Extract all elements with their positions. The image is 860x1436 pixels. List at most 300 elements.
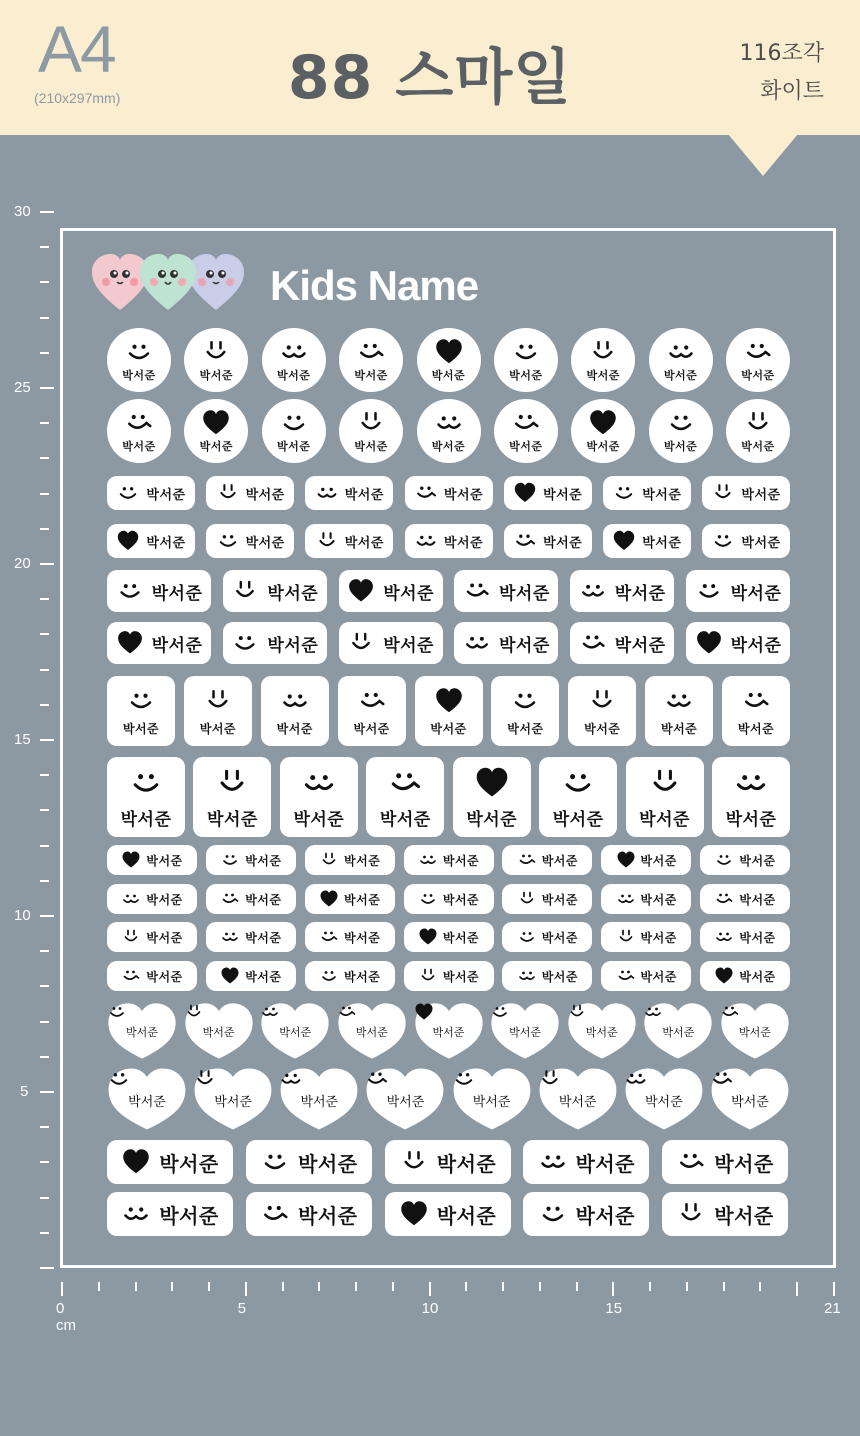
smile-face-icon: [231, 629, 259, 657]
wink-face-icon: [184, 1002, 204, 1022]
label-name-sticker: [206, 845, 296, 875]
label-name-sticker: [502, 845, 592, 875]
tongue-face-icon: [121, 966, 141, 986]
sticker-name-label: 박서준: [642, 487, 682, 503]
wavy-face-icon: [260, 1002, 280, 1022]
sticker-name-label: 박서준: [383, 583, 434, 604]
label-name-sticker: [504, 524, 592, 558]
sticker-name-label: 박서준: [499, 583, 550, 604]
sticker-name-label: 박서준: [344, 535, 384, 551]
sticker-name-label: 박서준: [730, 583, 782, 604]
label-name-sticker: [107, 476, 195, 510]
label-name-sticker: [305, 524, 393, 558]
square-name-sticker: [338, 676, 406, 746]
ruler-tick: [392, 1282, 394, 1291]
tongue-face-icon: [741, 686, 771, 716]
smile-face-icon: [216, 529, 240, 553]
ruler-label: 5: [20, 1083, 29, 1100]
sticker-name-label: 박서준: [741, 369, 775, 382]
sticker-name-label: 박서준: [739, 1026, 771, 1039]
sticker-name-label: 박서준: [344, 487, 384, 503]
heart-face-icon: [714, 966, 734, 986]
sticker-name-label: 박서준: [640, 930, 677, 945]
sticker-name-label: 박서준: [645, 1094, 683, 1110]
heart-name-sticker: [538, 1067, 618, 1131]
circle-name-sticker: [726, 399, 790, 463]
sticker-name-label: 박서준: [245, 892, 282, 907]
sticker-name-label: 박서준: [353, 721, 390, 736]
smile-face-icon: [490, 1002, 510, 1022]
circle-name-sticker: [339, 399, 403, 463]
smile-face-icon: [695, 577, 723, 605]
label-name-sticker: [206, 524, 294, 558]
circle-name-sticker: [571, 399, 635, 463]
ruler-tick: [318, 1282, 320, 1291]
wink-face-icon: [418, 966, 438, 986]
ruler-tick: [135, 1282, 137, 1291]
label-name-sticker: [502, 961, 592, 991]
sticker-name-label: 박서준: [640, 892, 677, 907]
label-name-sticker: [107, 884, 197, 914]
label-name-sticker: [107, 961, 197, 991]
label-name-sticker: [504, 476, 592, 510]
ruler-tick: [649, 1282, 651, 1291]
smile-face-icon: [714, 850, 734, 870]
label-name-sticker: [206, 922, 296, 952]
ruler-tick: [40, 422, 49, 424]
ruler-tick: [40, 1267, 54, 1269]
heart-name-sticker: [107, 1002, 177, 1060]
sticker-name-label: 박서준: [122, 721, 160, 736]
label-name-sticker: [603, 524, 691, 558]
wink-face-icon: [214, 765, 250, 801]
label-name-sticker: [305, 476, 393, 510]
heart-face-icon: [116, 529, 140, 553]
sticker-name-label: 박서준: [640, 969, 677, 984]
sticker-name-label: 박서준: [245, 969, 282, 984]
sticker-name-label: 박서준: [279, 1026, 312, 1039]
ruler-tick: [429, 1282, 431, 1296]
ruler-tick: [502, 1282, 504, 1291]
sticker-name-label: 박서준: [663, 440, 698, 453]
square-name-sticker: [722, 676, 790, 746]
square-name-sticker: [107, 676, 175, 746]
wink-face-icon: [319, 850, 339, 870]
label-name-sticker: [223, 570, 327, 612]
label-name-sticker: [223, 622, 327, 664]
sticker-name-label: 박서준: [300, 1094, 339, 1110]
circle-name-sticker: [494, 328, 558, 392]
label-name-sticker: [404, 884, 494, 914]
sticker-name-label: 박서준: [663, 369, 698, 382]
heart-face-icon: [434, 337, 464, 367]
ruler-tick: [40, 211, 54, 213]
ruler-label: 10: [14, 907, 31, 924]
label-name-sticker: [107, 524, 195, 558]
sticker-name-label: 박서준: [731, 1094, 769, 1110]
smile-face-icon: [220, 850, 240, 870]
sticker-name-label: 박서준: [202, 1026, 235, 1039]
ruler-tick: [40, 281, 49, 283]
sticker-name-label: 박서준: [298, 1151, 358, 1176]
tongue-face-icon: [319, 927, 339, 947]
label-name-sticker: [601, 884, 691, 914]
tongue-face-icon: [616, 966, 636, 986]
label-name-sticker: [686, 570, 790, 612]
wavy-face-icon: [301, 765, 337, 801]
sticker-name-label: 박서준: [122, 440, 156, 453]
sticker-name-label: 박서준: [552, 809, 604, 830]
wavy-face-icon: [624, 1067, 648, 1091]
sticker-name-label: 박서준: [660, 721, 698, 736]
heart-name-sticker: [193, 1067, 273, 1131]
wink-face-icon: [121, 927, 141, 947]
sticker-name-label: 박서준: [739, 853, 776, 868]
label-name-sticker: [404, 845, 494, 875]
square-name-sticker: [626, 757, 704, 837]
wavy-face-icon: [220, 927, 240, 947]
label-name-sticker: [523, 1192, 649, 1236]
ruler-tick: [40, 493, 49, 495]
square-name-sticker: [366, 757, 444, 837]
label-name-sticker: [305, 922, 395, 952]
label-name-sticker: [107, 1192, 233, 1236]
label-name-sticker: [523, 1140, 649, 1184]
ruler-tick: [40, 352, 49, 354]
wink-face-icon: [567, 1002, 587, 1022]
sticker-name-label: 박서준: [741, 440, 775, 453]
smile-face-icon: [126, 686, 156, 716]
label-name-sticker: [305, 884, 395, 914]
ruler-tick: [40, 1021, 49, 1023]
sticker-name-label: 박서준: [730, 635, 782, 656]
wink-face-icon: [231, 577, 259, 605]
sticker-name-label: 박서준: [586, 440, 620, 453]
tongue-face-icon: [676, 1147, 706, 1177]
label-name-sticker: [702, 476, 790, 510]
label-name-sticker: [404, 922, 494, 952]
sticker-name-label: 박서준: [379, 809, 431, 830]
sticker-name-label: 박서준: [277, 440, 311, 453]
smile-face-icon: [128, 765, 164, 801]
wavy-face-icon: [666, 337, 696, 367]
sticker-name-label: 박서준: [442, 930, 480, 945]
sticker-name-label: 박서준: [128, 1094, 166, 1110]
label-name-sticker: [502, 884, 592, 914]
ruler-tick: [40, 880, 49, 882]
ruler-tick: [40, 246, 49, 248]
sticker-name-label: 박서준: [442, 969, 480, 984]
label-name-sticker: [454, 622, 558, 664]
heart-name-sticker: [567, 1002, 637, 1060]
wink-face-icon: [315, 529, 339, 553]
ruler-tick: [40, 985, 49, 987]
wink-face-icon: [517, 889, 537, 909]
sticker-name-label: 박서준: [509, 440, 543, 453]
ruler-tick: [759, 1282, 761, 1291]
sheet-title: Kids Name: [270, 262, 479, 309]
wavy-face-icon: [643, 1002, 663, 1022]
wink-face-icon: [711, 481, 735, 505]
label-name-sticker: [107, 922, 197, 952]
ruler-label: 25: [14, 379, 31, 396]
wavy-face-icon: [463, 629, 491, 657]
sticker-name-label: 박서준: [739, 930, 776, 945]
ruler-tick: [576, 1282, 578, 1291]
sticker-name-label: 박서준: [159, 1203, 219, 1228]
sticker-name-label: 박서준: [558, 1094, 597, 1110]
smile-face-icon: [124, 337, 154, 367]
square-name-sticker: [107, 757, 185, 837]
heart-face-icon: [616, 850, 636, 870]
heart-face-icon: [319, 889, 339, 909]
sticker-name-label: 박서준: [741, 487, 781, 503]
wavy-face-icon: [579, 577, 607, 605]
label-name-sticker: [305, 961, 395, 991]
sticker-name-label: 박서준: [122, 369, 156, 382]
piece-info: [740, 35, 825, 111]
circle-name-sticker: [417, 328, 481, 392]
label-name-sticker: [662, 1192, 788, 1236]
smile-face-icon: [711, 529, 735, 553]
smile-face-icon: [517, 927, 537, 947]
sticker-name-label: 박서준: [466, 809, 518, 830]
ruler-tick: [40, 1161, 49, 1163]
heart-name-sticker: [643, 1002, 713, 1060]
sticker-name-label: 박서준: [585, 1026, 618, 1039]
smile-face-icon: [666, 408, 696, 438]
circle-name-sticker: [649, 399, 713, 463]
tongue-face-icon: [720, 1002, 740, 1022]
sticker-name-label: 박서준: [344, 853, 381, 868]
circle-name-sticker: [339, 328, 403, 392]
heart-face-icon: [434, 686, 464, 716]
label-name-sticker: [662, 1140, 788, 1184]
heart-face-icon: [116, 629, 144, 657]
sticker-name-label: 박서준: [443, 535, 484, 551]
ruler-tick: [208, 1282, 210, 1291]
sticker-name-label: 박서준: [277, 369, 311, 382]
circle-name-sticker: [107, 328, 171, 392]
smile-face-icon: [107, 1002, 127, 1022]
label-name-sticker: [385, 1140, 511, 1184]
sticker-name-label: 박서준: [575, 1151, 635, 1176]
sticker-name-label: 박서준: [714, 1203, 774, 1228]
ruler-tick: [40, 317, 49, 319]
label-name-sticker: [601, 922, 691, 952]
sticker-name-label: 박서준: [575, 1203, 635, 1228]
sticker-name-label: 박서준: [442, 853, 480, 868]
sticker-name-label: 박서준: [430, 721, 467, 736]
wink-face-icon: [356, 408, 386, 438]
label-name-sticker: [339, 570, 443, 612]
heart-face-icon: [399, 1199, 429, 1229]
tongue-face-icon: [743, 337, 773, 367]
sticker-name-label: 박서준: [436, 1203, 497, 1228]
sticker-name-label: 박서준: [541, 892, 578, 907]
ruler-label: 15: [605, 1300, 623, 1317]
tongue-face-icon: [365, 1067, 389, 1091]
label-name-sticker: [385, 1192, 511, 1236]
smile-face-icon: [116, 481, 140, 505]
ruler-tick: [355, 1282, 357, 1291]
ruler-tick: [723, 1282, 725, 1291]
sticker-name-label: 박서준: [151, 583, 203, 604]
label-name-sticker: [206, 884, 296, 914]
circle-name-sticker: [184, 328, 248, 392]
label-name-sticker: [601, 961, 691, 991]
ruler-label: 5: [237, 1300, 247, 1317]
sticker-name-label: 박서준: [199, 369, 234, 382]
ruler-tick: [40, 633, 49, 635]
square-name-sticker: [539, 757, 617, 837]
sticker-name-label: 박서준: [146, 930, 183, 945]
label-name-sticker: [700, 845, 790, 875]
sticker-name-label: 박서준: [541, 853, 578, 868]
ruler-tick: [282, 1282, 284, 1291]
smile-face-icon: [511, 337, 541, 367]
tongue-face-icon: [513, 529, 537, 553]
circle-name-sticker: [649, 328, 713, 392]
heart-name-sticker: [710, 1067, 790, 1131]
smile-face-icon: [107, 1067, 131, 1091]
label-name-sticker: [206, 476, 294, 510]
sticker-name-label: 박서준: [541, 930, 578, 945]
sticker-name-label: 박서준: [436, 1151, 497, 1176]
wavy-face-icon: [733, 765, 769, 801]
square-name-sticker: [415, 676, 483, 746]
sticker-name-label: 박서준: [432, 1026, 465, 1039]
label-name-sticker: [339, 622, 443, 664]
wink-face-icon: [193, 1067, 217, 1091]
tongue-face-icon: [579, 629, 607, 657]
smile-face-icon: [560, 765, 596, 801]
label-name-sticker: [107, 1140, 233, 1184]
tongue-face-icon: [710, 1067, 734, 1091]
mint-heart-icon: [140, 254, 196, 310]
lavender-heart-icon: [188, 254, 244, 310]
sticker-name-label: 박서준: [276, 721, 313, 736]
label-name-sticker: [686, 622, 790, 664]
ruler-tick: [40, 739, 54, 741]
sticker-name-label: 박서준: [214, 1094, 252, 1110]
sticker-name-label: 박서준: [126, 1026, 158, 1039]
sticker-name-label: 박서준: [146, 853, 183, 868]
circle-name-sticker: [107, 399, 171, 463]
header-banner: [0, 0, 860, 135]
square-name-sticker: [261, 676, 329, 746]
square-name-sticker: [184, 676, 252, 746]
ruler-tick: [40, 1197, 49, 1199]
ruler-tick: [40, 950, 49, 952]
label-name-sticker: [107, 622, 211, 664]
ruler-tick: [40, 809, 49, 811]
wavy-face-icon: [434, 408, 464, 438]
wavy-face-icon: [517, 966, 537, 986]
heart-face-icon: [588, 408, 618, 438]
sticker-name-label: 박서준: [739, 892, 776, 907]
square-name-sticker: [453, 757, 531, 837]
label-name-sticker: [246, 1192, 372, 1236]
sticker-name-label: 박서준: [344, 892, 381, 907]
ruler-label: 15: [14, 731, 31, 748]
ruler-tick: [61, 1282, 63, 1296]
ruler-tick: [98, 1282, 100, 1291]
sticker-name-label: 박서준: [146, 487, 186, 503]
ruler-tick: [40, 915, 54, 917]
label-name-sticker: [305, 845, 395, 875]
heart-face-icon: [612, 529, 636, 553]
wavy-face-icon: [538, 1147, 568, 1177]
sticker-name-label: 박서준: [199, 721, 237, 736]
pointer-triangle: [728, 134, 798, 176]
sticker-name-label: 박서준: [725, 809, 777, 830]
heart-face-icon: [121, 1147, 151, 1177]
wavy-face-icon: [714, 927, 734, 947]
wavy-face-icon: [280, 686, 310, 716]
ruler-tick: [245, 1282, 247, 1296]
square-name-sticker: [193, 757, 271, 837]
heart-name-sticker: [452, 1067, 532, 1131]
heart-face-icon: [414, 1002, 434, 1022]
ruler-tick: [833, 1282, 835, 1296]
smile-face-icon: [538, 1199, 568, 1229]
label-name-sticker: [405, 476, 493, 510]
ruler-tick: [40, 845, 49, 847]
ruler-tick: [40, 528, 49, 530]
ruler-tick: [796, 1282, 798, 1296]
sticker-name-label: 박서준: [739, 969, 776, 984]
label-name-sticker: [700, 922, 790, 952]
sticker-name-label: 박서준: [509, 1026, 542, 1039]
wink-face-icon: [347, 629, 375, 657]
wavy-face-icon: [279, 337, 309, 367]
ruler-tick: [612, 1282, 614, 1296]
sticker-name-label: 박서준: [737, 721, 775, 736]
tongue-face-icon: [463, 577, 491, 605]
smile-face-icon: [612, 481, 636, 505]
ruler-tick: [40, 1056, 49, 1058]
circle-name-sticker: [494, 399, 558, 463]
ruler-tick: [40, 598, 49, 600]
sticker-name-label: 박서준: [146, 892, 183, 907]
heart-name-sticker: [184, 1002, 254, 1060]
sticker-name-label: 박서준: [207, 809, 258, 830]
label-name-sticker: [570, 570, 674, 612]
sticker-name-label: 박서준: [293, 809, 345, 830]
paper-size-dimensions: (210x297mm): [34, 90, 121, 106]
heart-face-icon: [695, 629, 723, 657]
smile-face-icon: [279, 408, 309, 438]
smile-face-icon: [510, 686, 540, 716]
sticker-name-label: 박서준: [245, 853, 282, 868]
sticker-name-label: 박서준: [383, 635, 434, 656]
sticker-name-label: 박서준: [543, 535, 583, 551]
smile-face-icon: [116, 577, 144, 605]
sticker-name-label: 박서준: [662, 1026, 695, 1039]
wink-face-icon: [538, 1067, 562, 1091]
wavy-face-icon: [414, 529, 438, 553]
label-name-sticker: [107, 845, 197, 875]
wavy-face-icon: [418, 850, 438, 870]
tongue-face-icon: [357, 686, 387, 716]
sticker-name-label: 박서준: [159, 1151, 219, 1176]
ruler-tick: [40, 1232, 49, 1234]
heart-face-icon: [474, 765, 510, 801]
circle-name-sticker: [262, 328, 326, 392]
wavy-face-icon: [664, 686, 694, 716]
sticker-name-label: 박서준: [354, 369, 388, 382]
